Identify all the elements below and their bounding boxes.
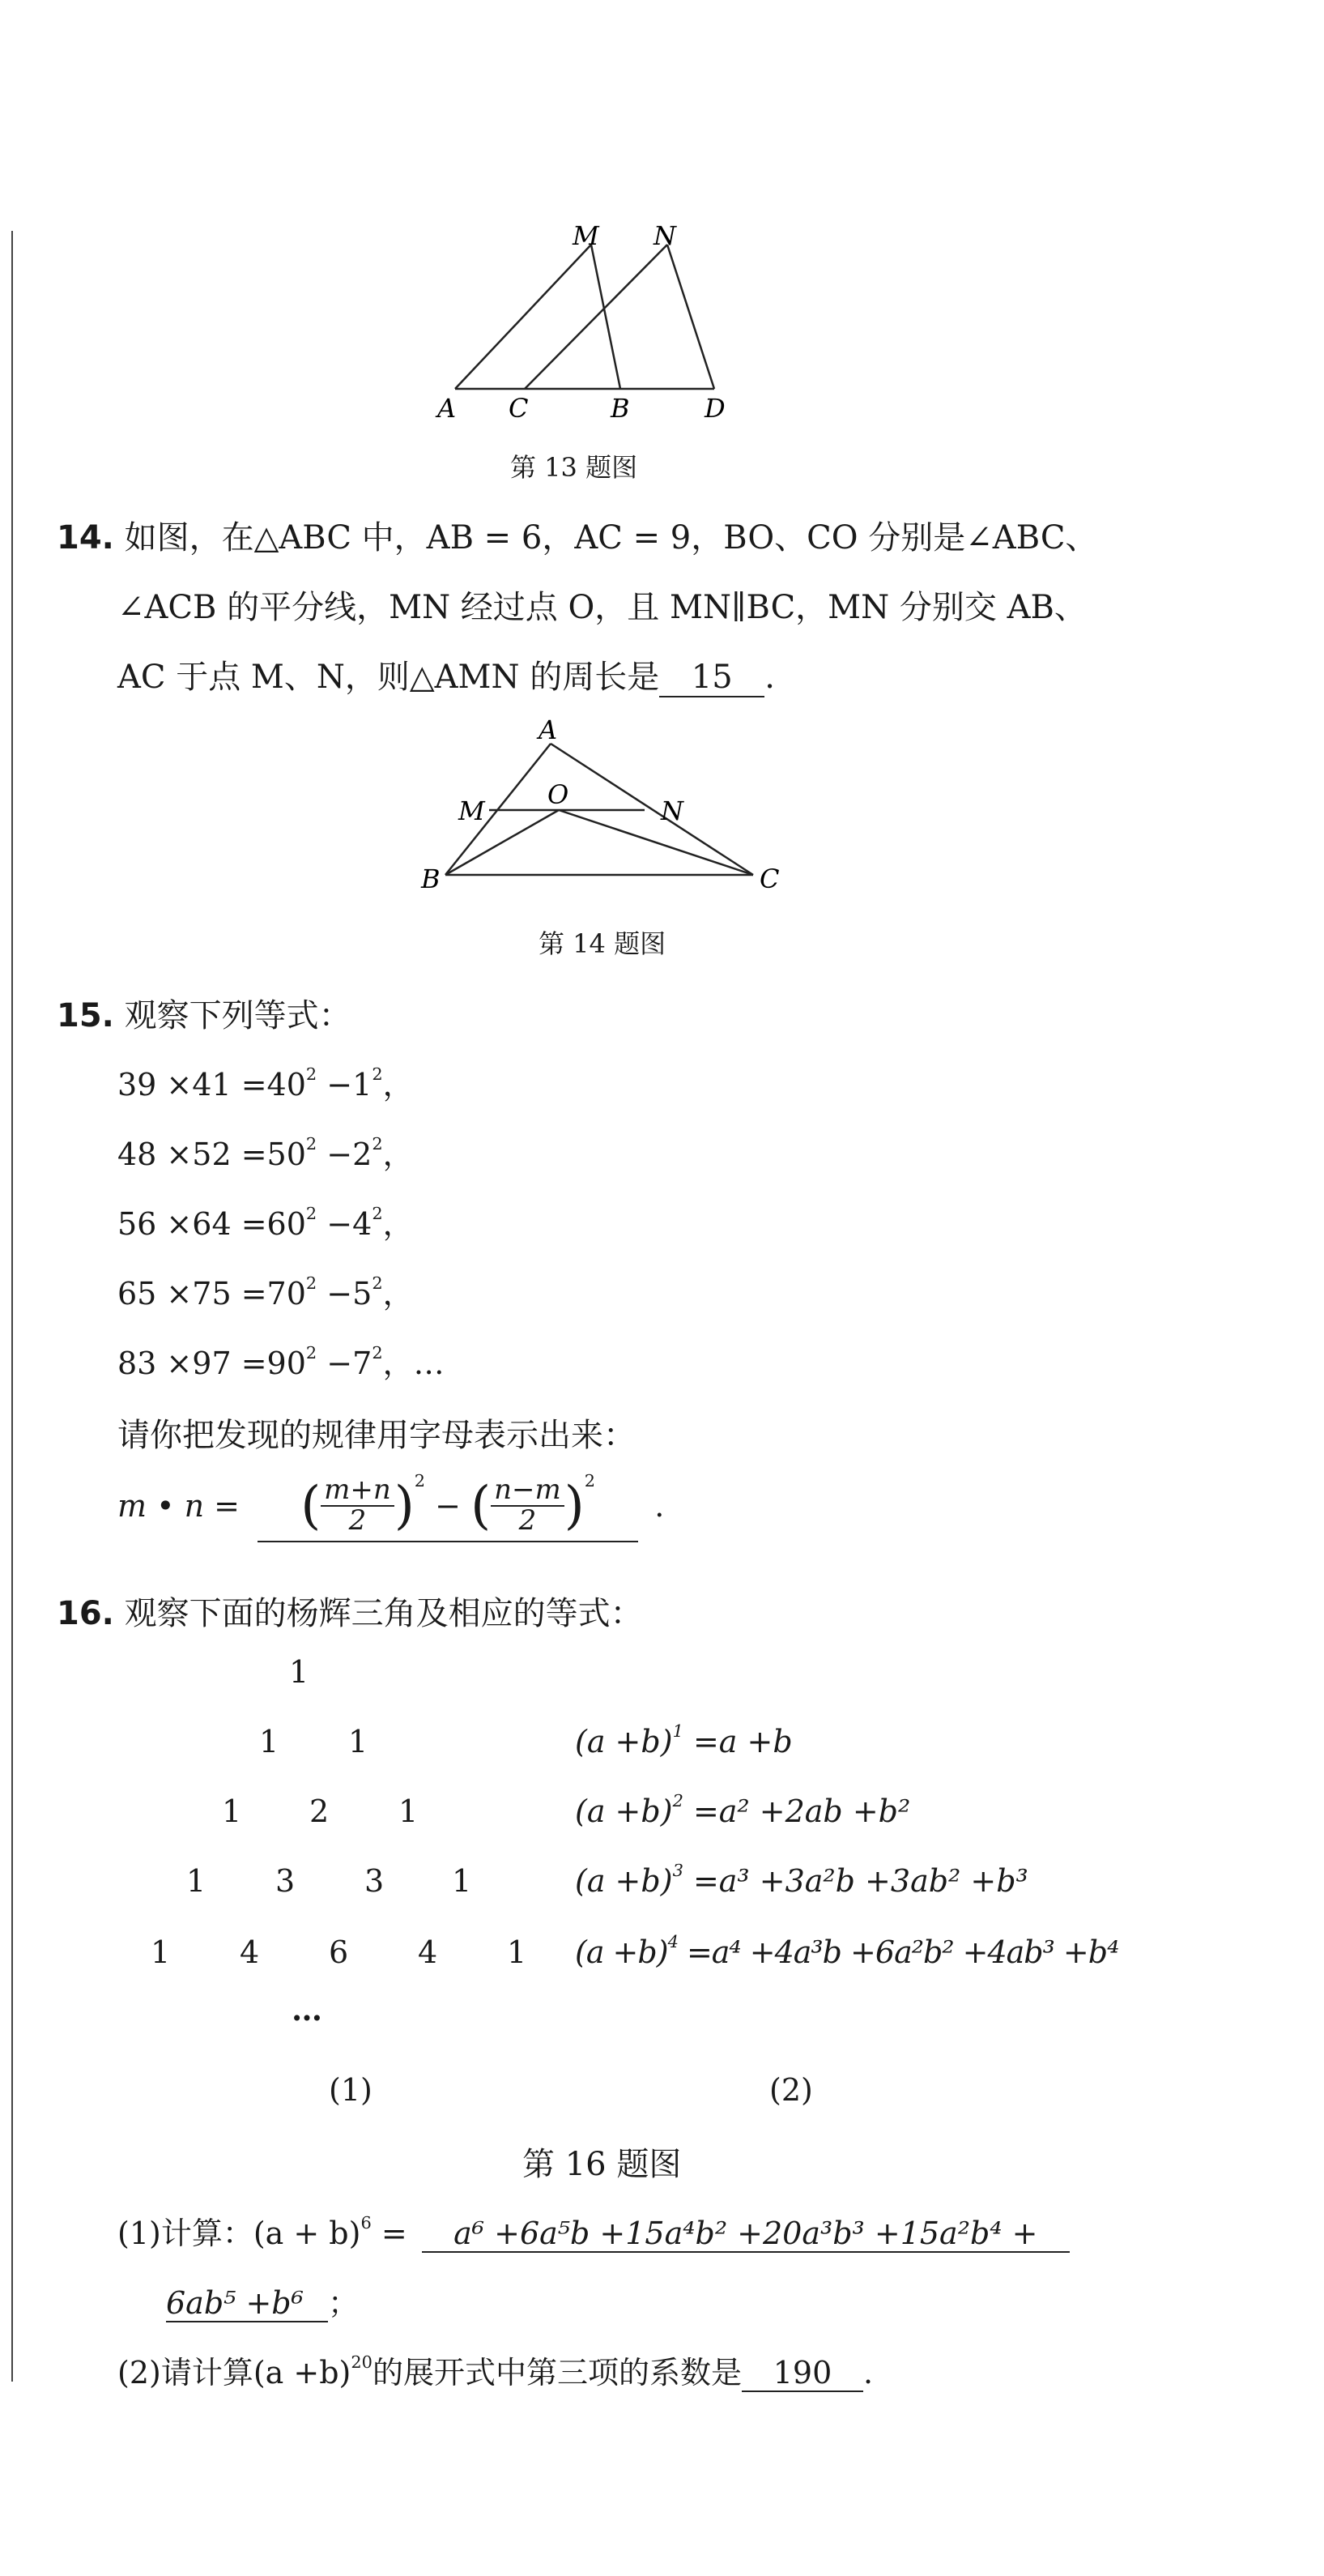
figure-13 (421, 219, 761, 429)
binomial-eq-1: $(a +b)^1 =a +b$ (575, 1721, 793, 1759)
q16-part1-prompt: (1)计算：(a + b) (117, 2216, 361, 2251)
triangle-row-0-cell-0: 1 (289, 1654, 309, 1690)
q15-answer-row (117, 1471, 665, 1542)
label-N: N (661, 795, 683, 826)
fig16-label-2: (2) (769, 2072, 813, 2108)
q16-title-text: 观察下面的杨辉三角及相应的等式： (124, 1595, 643, 1632)
q15-answer-lhs: m • n = (117, 1488, 240, 1524)
q15-equation-4: $65 \times 75 =70^2 -5^2$， (117, 1273, 414, 1311)
q15-title-text: 观察下列等式： (124, 997, 351, 1034)
q15-equation-2: $48 \times 52 =50^2 -2^2$， (117, 1134, 414, 1172)
triangle-row-3-cell-1: 3 (275, 1863, 296, 1899)
segment-CO (559, 810, 753, 875)
label-C: C (509, 393, 529, 424)
label-B: B (421, 864, 441, 894)
triangle-row-4-cell-3: 4 (418, 1934, 438, 1970)
q16-part2-answer: 190 (742, 2355, 863, 2392)
q16-number: 16. (57, 1595, 114, 1632)
binomial-eq-3: $(a +b)^3 =a^3 +3a^2b +3ab^2 +b^3$ (575, 1861, 1028, 1899)
label-B: B (611, 393, 630, 424)
q16-title (57, 1588, 643, 1634)
triangle-row-4-cell-4: 1 (507, 1934, 527, 1970)
triangle-row-3-cell-3: 1 (452, 1863, 472, 1899)
q16-part1-answer-line2: 6ab⁵ +b⁶ (166, 2285, 328, 2322)
triangle-row-1-cell-0: 1 (259, 1724, 279, 1759)
triangle-row-2-cell-1: 2 (309, 1793, 330, 1829)
q14-text-line1: 如图，在△ABC 中，AB = 6，AC = 9，BO、CO 分别是∠ABC、 (124, 519, 1098, 557)
q16-part1-answer-line1: a⁶ +6a⁵b +15a⁴b² +20a³b³ +15a²b⁴ + (422, 2216, 1070, 2253)
segment-ND (667, 245, 714, 389)
q14-line2: ∠ACB 的平分线，MN 经过点 O，且 MN∥BC，MN 分别交 AB、 (117, 589, 1087, 626)
q16-part1-row: (1)计算：$(a + b)^6 = a^6 +6a^5b +15a^4b^2 +20a^3b^3 +15a^2b^4$ + (117, 2208, 1070, 2253)
q14-number: 14. (57, 519, 114, 557)
binomial-eq-4: $(a +b)^4 =a^4 +4a^3b +6a^2b^2 +4ab^3 +b^4$ (575, 1932, 1119, 1970)
label-M: M (458, 795, 485, 826)
q15-prompt: 请你把发现的规律用字母表示出来： (117, 1417, 636, 1454)
triangle-ellipsis: … (292, 1991, 322, 2028)
q14-line3 (117, 651, 775, 697)
q16-part2-row: (2)请计算$(a +b)^{20}$的展开式中第三项的系数是 190 . (117, 2352, 874, 2390)
triangle-row-4-cell-1: 4 (240, 1934, 260, 1970)
triangle-row-3-cell-0: 1 (186, 1863, 206, 1899)
triangle-row-2-cell-0: 1 (222, 1793, 242, 1829)
q14-line1 (57, 512, 1097, 558)
q16-part2-prompt: (2)请计算(a +b) (117, 2355, 351, 2390)
q14-period: . (764, 659, 775, 696)
q16-part1-row2: 6ab⁵ +b⁶ ； (166, 2285, 360, 2321)
label-N: N (653, 220, 676, 251)
triangle-row-4-cell-0: 1 (151, 1934, 171, 1970)
fig14-caption: 第 14 题图 (539, 928, 666, 959)
label-A: A (437, 393, 457, 424)
label-A: A (539, 714, 558, 745)
binomial-eq-2: $(a +b)^2 =a^2 +2ab +b^2$ (575, 1791, 911, 1829)
q14-text-line3: AC 于点 M、N，则△AMN 的周长是 (117, 659, 660, 696)
q14-answer: 15 (659, 659, 764, 697)
q15-answer: ( $\frac{m+n}{2}$ )$^2$ − ( $\frac{n-m}{2}$ )$^2$ (258, 1476, 638, 1542)
q15-period: . (654, 1488, 665, 1524)
triangle-row-2-cell-2: 1 (398, 1793, 419, 1829)
q15-equation-5: $83 \times 97 =90^2 -7^2$，… (117, 1343, 445, 1381)
label-D: D (705, 393, 726, 424)
q15-number: 15. (57, 997, 114, 1034)
triangle-row-3-cell-2: 3 (364, 1863, 385, 1899)
q15-equation-1: $39 \times 41 =40^2 -1^2$， (117, 1064, 414, 1102)
q15-equation-3: $56 \times 64 =60^2 -4^2$， (117, 1204, 414, 1242)
triangle-row-4-cell-2: 6 (329, 1934, 349, 1970)
segment-AM (455, 245, 591, 389)
fig13-caption: 第 13 题图 (510, 452, 638, 483)
label-O: O (547, 779, 569, 810)
figure-14 (405, 705, 794, 899)
triangle-row-1-cell-1: 1 (348, 1724, 368, 1759)
q15-title (57, 990, 351, 1036)
left-margin-rule (11, 231, 13, 2382)
label-M: M (573, 220, 599, 251)
fig16-label-1: (1) (329, 2072, 373, 2108)
fig16-caption: 第 16 题图 (522, 2146, 682, 2183)
label-C: C (760, 864, 780, 894)
